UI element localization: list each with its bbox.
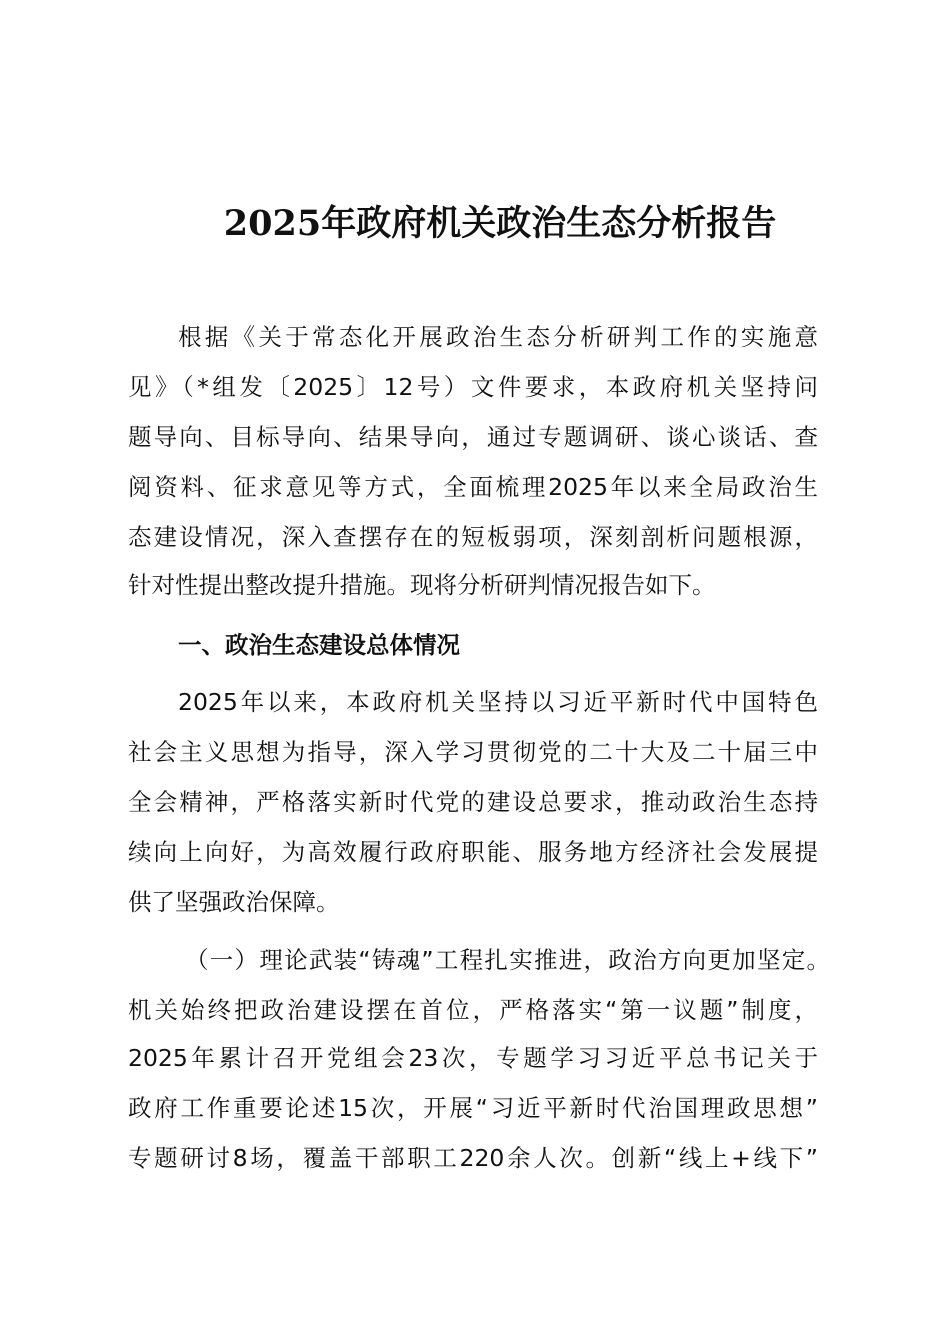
text-line: 阅资料、征求意见等方式，全面梳理2025年以来全局政治生 bbox=[128, 473, 818, 501]
text-line: 政府工作重要论述15次，开展“习近平新时代治国理政思想” bbox=[128, 1094, 818, 1122]
text-line: 机关始终把政治建设摆在首位，严格落实“第一议题”制度， bbox=[128, 996, 818, 1024]
text-line: 2025年累计召开党组会23次，专题学习习近平总书记关于 bbox=[128, 1044, 818, 1072]
document-title: 2025年政府机关政治生态分析报告 bbox=[223, 203, 777, 244]
text-line: 社会主义思想为指导，深入学习贯彻党的二十大及二十届三中 bbox=[128, 738, 818, 766]
text-line: 根据《关于常态化开展政治生态分析研判工作的实施意 bbox=[178, 323, 818, 351]
text-line: （一）理论武装“铸魂”工程扎实推进，政治方向更加坚定。 bbox=[185, 946, 830, 974]
text-line: 全会精神，严格落实新时代党的建设总要求，推动政治生态持 bbox=[128, 788, 818, 816]
text-line: 专题研讨8场，覆盖干部职工220余人次。创新“线上+线下” bbox=[128, 1144, 818, 1172]
text-line: 态建设情况，深入查摆存在的短板弱项，深刻剖析问题根源， bbox=[128, 523, 818, 551]
text-line: 针对性提出整改提升措施。现将分析研判情况报告如下。 bbox=[128, 571, 716, 599]
text-line: 2025年以来，本政府机关坚持以习近平新时代中国特色 bbox=[178, 688, 818, 716]
section-heading: 一、政治生态建设总体情况 bbox=[178, 631, 460, 659]
text-line: 题导向、目标导向、结果导向，通过专题调研、谈心谈话、查 bbox=[128, 423, 818, 451]
text-line: 见》（*组发〔2025〕12号）文件要求，本政府机关坚持问 bbox=[128, 373, 818, 401]
text-line: 续向上向好，为高效履行政府职能、服务地方经济社会发展提 bbox=[128, 838, 818, 866]
text-line: 供了坚强政治保障。 bbox=[128, 888, 340, 916]
